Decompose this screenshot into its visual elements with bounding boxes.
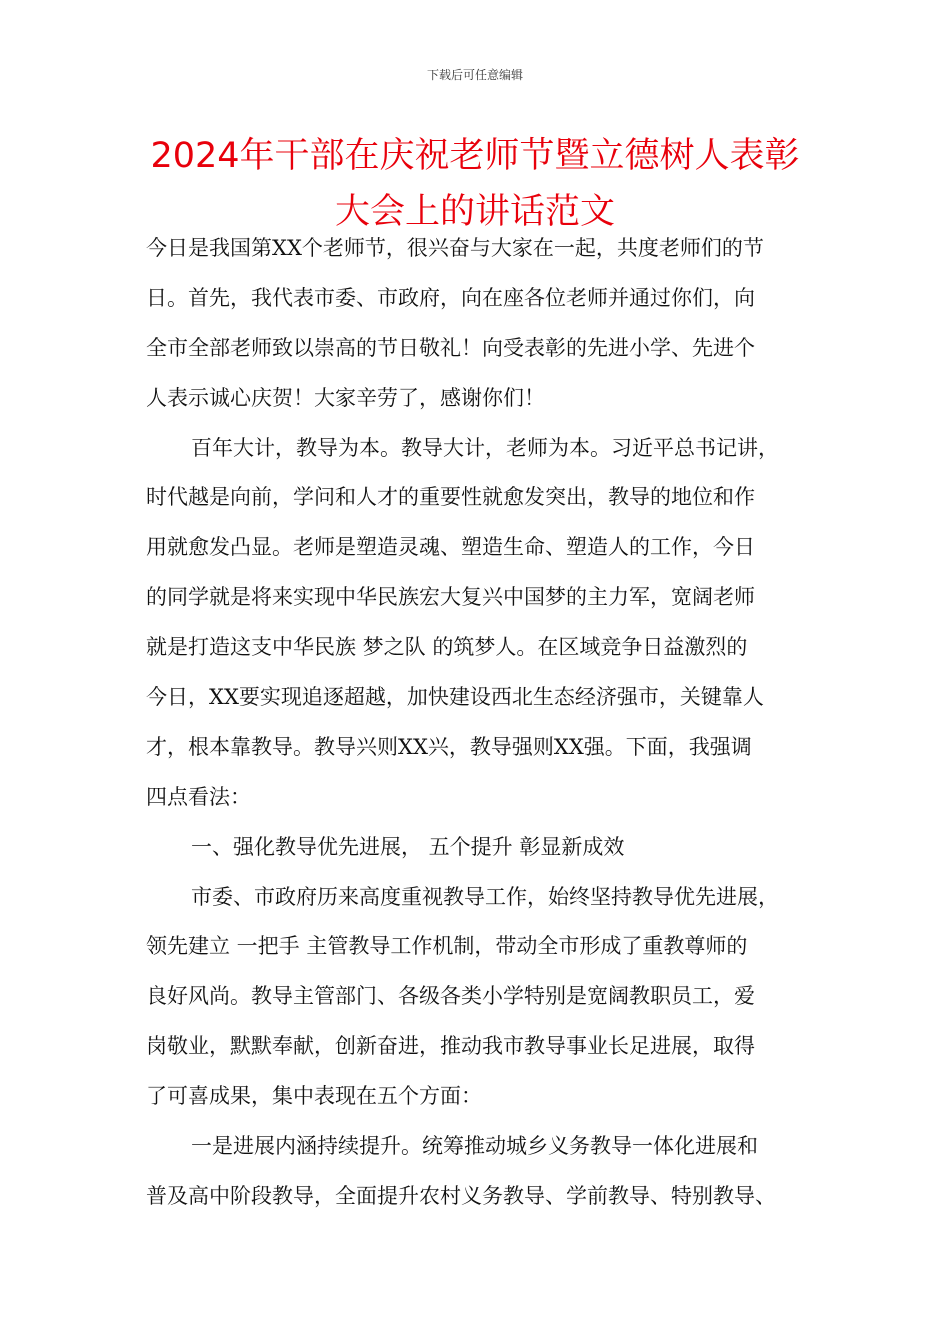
title-line-2: 大会上的讲话范文 — [334, 192, 615, 232]
text-line: 用就愈发凸显。老师是塑造灵魂、塑造生命、塑造人的工作，今日 — [146, 535, 755, 560]
header-note: 下载后可任意编辑 — [426, 68, 523, 82]
text-line: 百年大计，教导为本。教导大计，老师为本。习近平总书记讲， — [191, 435, 779, 460]
document-body — [146, 224, 822, 1222]
text-line: 就是打造这支中华民族 梦之队 的筑梦人。在区域竞争日益激烈的 — [146, 635, 748, 660]
text-line: 今日是我国第XX个老师节，很兴奋与大家在一起，共度老师们的节 — [146, 236, 764, 260]
text-line: 领先建立 一把手 主管教导工作机制，带动全市形成了重教尊师的 — [146, 934, 748, 959]
text-line: 良好风尚。教导主管部门、各级各类小学特别是宽阔教职员工，爱 — [146, 984, 755, 1009]
text-line: 了可喜成果，集中表现在五个方面： — [146, 1084, 482, 1109]
text-line: 才，根本靠教导。教导兴则XX兴，教导强则XX强。下面，我强调 — [146, 734, 752, 759]
text-line: 全市全部老师致以崇高的节日敬礼！向受表彰的先进小学、先进个 — [146, 335, 755, 360]
text-line: 岗敬业，默默奉献，创新奋进，推动我市教导事业长足进展，取得 — [146, 1034, 755, 1059]
text-line: 日。首先，我代表市委、市政府，向在座各位老师并通过你们，向 — [146, 285, 755, 310]
text-line: 四点看法： — [146, 784, 251, 809]
section-heading: 一、强化教导优先进展， 五个提升 彰显新成效 — [191, 834, 625, 859]
text-line: 今日，XX要实现追逐超越，加快建设西北生态经济强市，关键靠人 — [146, 685, 764, 710]
text-line: 市委、市政府历来高度重视教导工作，始终坚持教导优先进展， — [191, 884, 779, 909]
text-line: 人表示诚心庆贺！大家辛劳了，感谢你们！ — [146, 385, 545, 410]
text-line: 一是进展内涵持续提升。统筹推动城乡义务教导一体化进展和 — [191, 1134, 758, 1159]
text-line: 普及高中阶段教导，全面提升农村义务教导、学前教导、特别教导、 — [146, 1183, 776, 1208]
text-line: 的同学就是将来实现中华民族宏大复兴中国梦的主力军，宽阔老师 — [146, 585, 755, 610]
title-line-1: 2024年干部在庆祝老师节暨立德树人表彰 — [150, 136, 800, 176]
text-line: 时代越是向前，学问和人才的重要性就愈发突出，教导的地位和作 — [146, 485, 755, 510]
